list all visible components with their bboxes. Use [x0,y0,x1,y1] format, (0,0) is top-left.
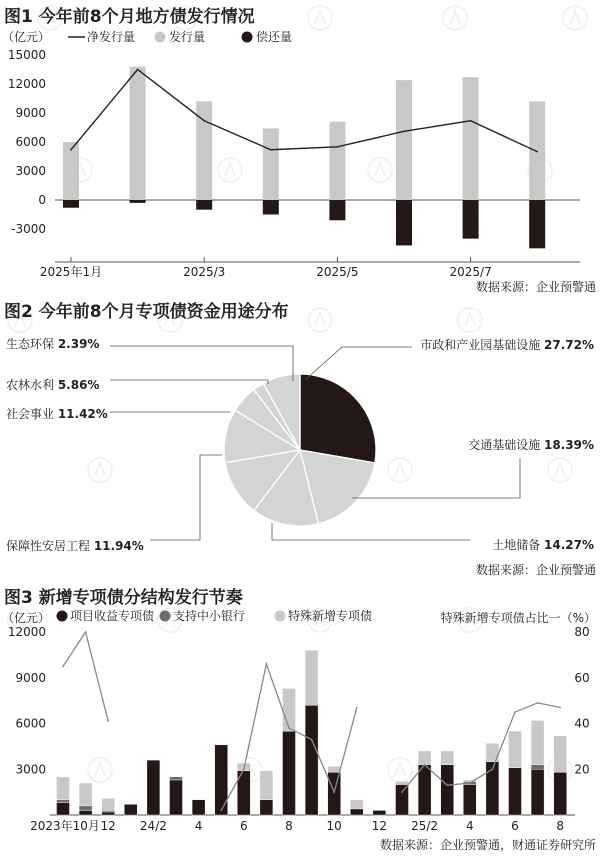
figure-3-x-tick-label: 24/2 [139,819,167,833]
pie-label [420,337,594,352]
figure-2-title: 图2 今年前8个月专项债资金用途分布 [4,302,289,322]
figure-1-net-point [270,149,272,151]
pie-slice [300,374,376,463]
figure-1-title: 图1 今年前8个月地方债发行情况 [4,7,255,27]
figure-1-x-tick-label: 2025/7 [449,265,492,279]
figure-3-y-tick: 3000 [15,762,46,777]
watermark-logo-icon [563,6,587,30]
figure-1-bar-repay [396,200,412,245]
pie-label [468,437,594,452]
watermark-mark [450,11,460,24]
figure-2 [4,301,596,577]
watermark-mark [570,11,580,24]
figure-3-bar-segment [147,760,160,815]
figure-3-bar-segment [328,766,341,772]
watermark-logo-icon [308,6,332,30]
figure-3-bar-segment [102,798,115,810]
legend-label: 特殊新增专项债 [288,609,373,623]
figure-3-bar-segment [463,785,476,816]
watermark-mark [95,463,105,476]
figure-3-x-tick-label: 4 [194,819,203,833]
figure-3-bar-segment [79,806,92,811]
figure-1-x-tick-label: 2025/3 [183,265,226,279]
watermark-logo-icon [388,758,412,782]
pie-leader-line [110,346,293,381]
watermark-mark [95,763,105,776]
figure-3-x-tick-label: 25/2 [411,819,439,833]
figure-2-source: 数据来源：企业预警通 [475,563,596,577]
figure-1-y-tick: 3000 [15,164,46,178]
figure-3-bar-segment [124,804,137,815]
pie-label [6,406,108,421]
figure-1-bar-issue [463,77,479,200]
figure-1-bar-issue [63,142,79,200]
figure-1-net-point [470,120,472,122]
pie-label-name: 农林水利 [6,378,58,392]
figure-3-bar-segment [554,736,567,773]
pie-label-name: 交通基础设施 [468,438,545,452]
figure-3-bar-segment [102,812,115,815]
figure-3-x-tick-label: 6 [239,819,248,833]
figure-3-x-tick-label: 8 [556,819,565,833]
watermark-logo-icon [388,458,412,482]
watermark-mark [315,313,325,326]
pie-leader-line [305,347,412,380]
figure-3-y-tick: 12000 [7,625,46,639]
figure-1-y-tick: 0 [38,193,46,207]
pie-label [492,537,594,552]
figure-3-bar-segment [441,751,454,765]
figure-3-ratio-line [63,632,108,721]
legend-label: 项目收益专项债 [70,609,155,623]
figure-3-unit: （亿元） [2,611,51,625]
figure-1-bar-repay [263,200,279,215]
pie-label [6,538,144,553]
watermark-logo-icon [88,758,112,782]
figure-3-bar-segment [418,765,431,815]
figure-3-bar-segment [396,781,409,784]
watermark-logo-icon [308,308,332,332]
figure-3-x-tick-label: 10 [326,819,342,833]
figure-3-x-tick-label: 2023年10月 [30,819,100,833]
pie-label-name: 市政和产业园基础设施 [420,338,545,352]
watermark-mark [375,163,385,176]
figure-1-unit: （亿元） [2,30,51,44]
figure-3-bar-segment [57,777,70,800]
watermark-mark [465,313,475,326]
pie-label-value: 14.27% [544,538,594,552]
figure-3-bar-segment [260,771,273,800]
watermark-logo-icon [368,158,392,182]
figure-3-bar-segment [396,785,409,816]
pie-leader-line [110,380,268,384]
figure-1-bar-repay [63,200,79,208]
figure-3-bar-segment [509,768,522,815]
figure-3-x-tick-label: 6 [511,819,519,833]
figure-3-bar-segment [509,731,522,768]
figure-1-net-point [70,149,72,151]
legend-swatch [57,611,68,622]
watermark-mark [395,763,405,776]
figure-3-bar-segment [283,731,296,815]
figure-1-bar-repay [130,200,146,203]
pie-label-name: 生态环保 [6,337,58,351]
figure-1-bar-repay [529,200,545,248]
figure-3-bar-segment [441,765,454,815]
figure-3-bar-segment [531,720,544,764]
figure-1-net-point [536,151,538,153]
figure-3-bar-segment [215,745,228,815]
figure-3 [2,587,596,852]
figure-1-legend [68,29,292,44]
figure-3-x-tick-label: 12 [100,819,116,833]
watermark-logo-icon [548,458,572,482]
figure-1-y-tick: 15000 [7,48,46,62]
figure-3-bar-segment [283,688,296,731]
pie-label-name: 社会事业 [6,407,58,421]
figure-3-bar-segment [531,769,544,815]
pie-leader-line [150,455,222,540]
figure-3-x-ticks [30,818,564,833]
figure-1-net-point [137,69,139,71]
legend-swatch [275,611,286,622]
pie-label-value: 2.39% [57,337,100,351]
figure-1-bar-repay [329,200,345,220]
figure-1-bar-repay [196,200,212,210]
watermark-logo-icon [88,458,112,482]
watermark-mark [555,463,565,476]
figure-1 [2,6,596,294]
pie-label-value: 18.39% [544,438,594,452]
figure-1-axis [8,48,580,262]
figure-3-legend [57,608,373,623]
figure-1-y-tick: 6000 [15,135,46,149]
figure-3-source: 数据来源：企业预警通，财通证券研究所 [379,838,596,852]
figure-1-bar-issue [329,122,345,200]
figure-1-net-point [403,131,405,133]
figure-3-y2-tick: 60 [574,670,590,685]
pie-label-value: 11.94% [93,539,144,553]
figure-1-net-point [337,146,339,148]
figure-3-bars [57,650,567,815]
figure-1-y-tick: 9000 [15,106,46,120]
figure-2-pie [224,374,376,526]
legend-swatch [160,611,171,622]
pie-label [6,377,99,392]
figure-3-bar-segment [57,803,70,815]
figure-3-x-tick-label: 12 [371,819,388,833]
figure-3-axis [8,625,590,815]
figure-1-bars [63,67,545,249]
figure-3-bar-segment [531,765,544,770]
pie-label-value: 27.72% [544,338,594,352]
figure-1-bar-issue [130,67,146,200]
pie-label [6,336,99,351]
figure-3-y-tick: 9000 [15,670,46,685]
pie-leader-line [352,458,520,498]
figure-1-x-tick-label: 2025年1月 [39,265,103,279]
watermark-mark [225,163,235,176]
watermark-logo-icon [443,6,467,30]
figure-3-x-tick-label: 8 [285,819,293,833]
figure-1-source: 数据来源：企业预警通 [475,280,596,294]
figure-1-x-tick-label: 2025/5 [316,265,359,279]
legend-repay-label: 偿还量 [256,30,293,44]
figure-1-x-ticks [40,257,492,279]
watermark-mark [395,463,405,476]
figure-3-bar-segment [554,772,567,815]
figure-3-y2-tick: 40 [574,716,590,731]
figure-3-bar-segment [373,810,386,815]
figure-1-bar-issue [529,101,545,200]
figure-1-net-point [203,120,205,122]
figure-3-bar-segment [79,810,92,815]
watermark-logo-icon [458,308,482,332]
figure-1-y-tick: -3000 [11,222,46,236]
figure-3-y2-tick: 20 [574,762,590,777]
figure-3-bar-segment [170,780,183,815]
figure-1-bar-issue [396,80,412,200]
legend-label: 支持中小银行 [173,609,246,623]
figure-3-bar-segment [418,751,431,765]
legend-issue-swatch [155,32,166,43]
figure-3-bar-segment [170,777,183,780]
legend-repay-swatch [242,32,253,43]
figure-3-bar-segment [79,783,92,806]
figure-3-title: 图3 新增专项债分结构发行节奏 [4,588,243,608]
legend-issue-label: 发行量 [169,30,206,44]
figure-3-bar-segment [192,800,205,815]
pie-label-value: 5.86% [57,378,100,392]
pie-label-name: 保障性安居工程 [6,539,94,553]
watermark-mark [315,11,325,24]
figure-1-y-tick: 12000 [7,77,46,91]
figure-3-right-unit: 特殊新增专项债占比一（%） [440,611,596,625]
figure-3-bar-segment [102,810,115,812]
legend-net-label: 净发行量 [87,30,136,44]
figure-1-bar-repay [463,200,479,239]
watermark-logo-icon [218,158,242,182]
figure-3-bar-segment [350,800,363,809]
figure-3-bar-segment [305,705,318,815]
figure-3-bar-segment [57,800,70,803]
figure-3-bar-segment [305,650,318,705]
figure-3-bar-segment [350,809,363,815]
figure-3-x-tick-label: 4 [465,819,474,833]
pie-label-name: 土地储备 [492,538,545,552]
figure-3-bar-segment [260,800,273,815]
pie-label-value: 11.42% [57,407,108,421]
figure-3-y-tick: 6000 [15,716,46,731]
figure-1-bar-issue [263,128,279,200]
figure-3-y2-tick: 80 [574,625,590,639]
